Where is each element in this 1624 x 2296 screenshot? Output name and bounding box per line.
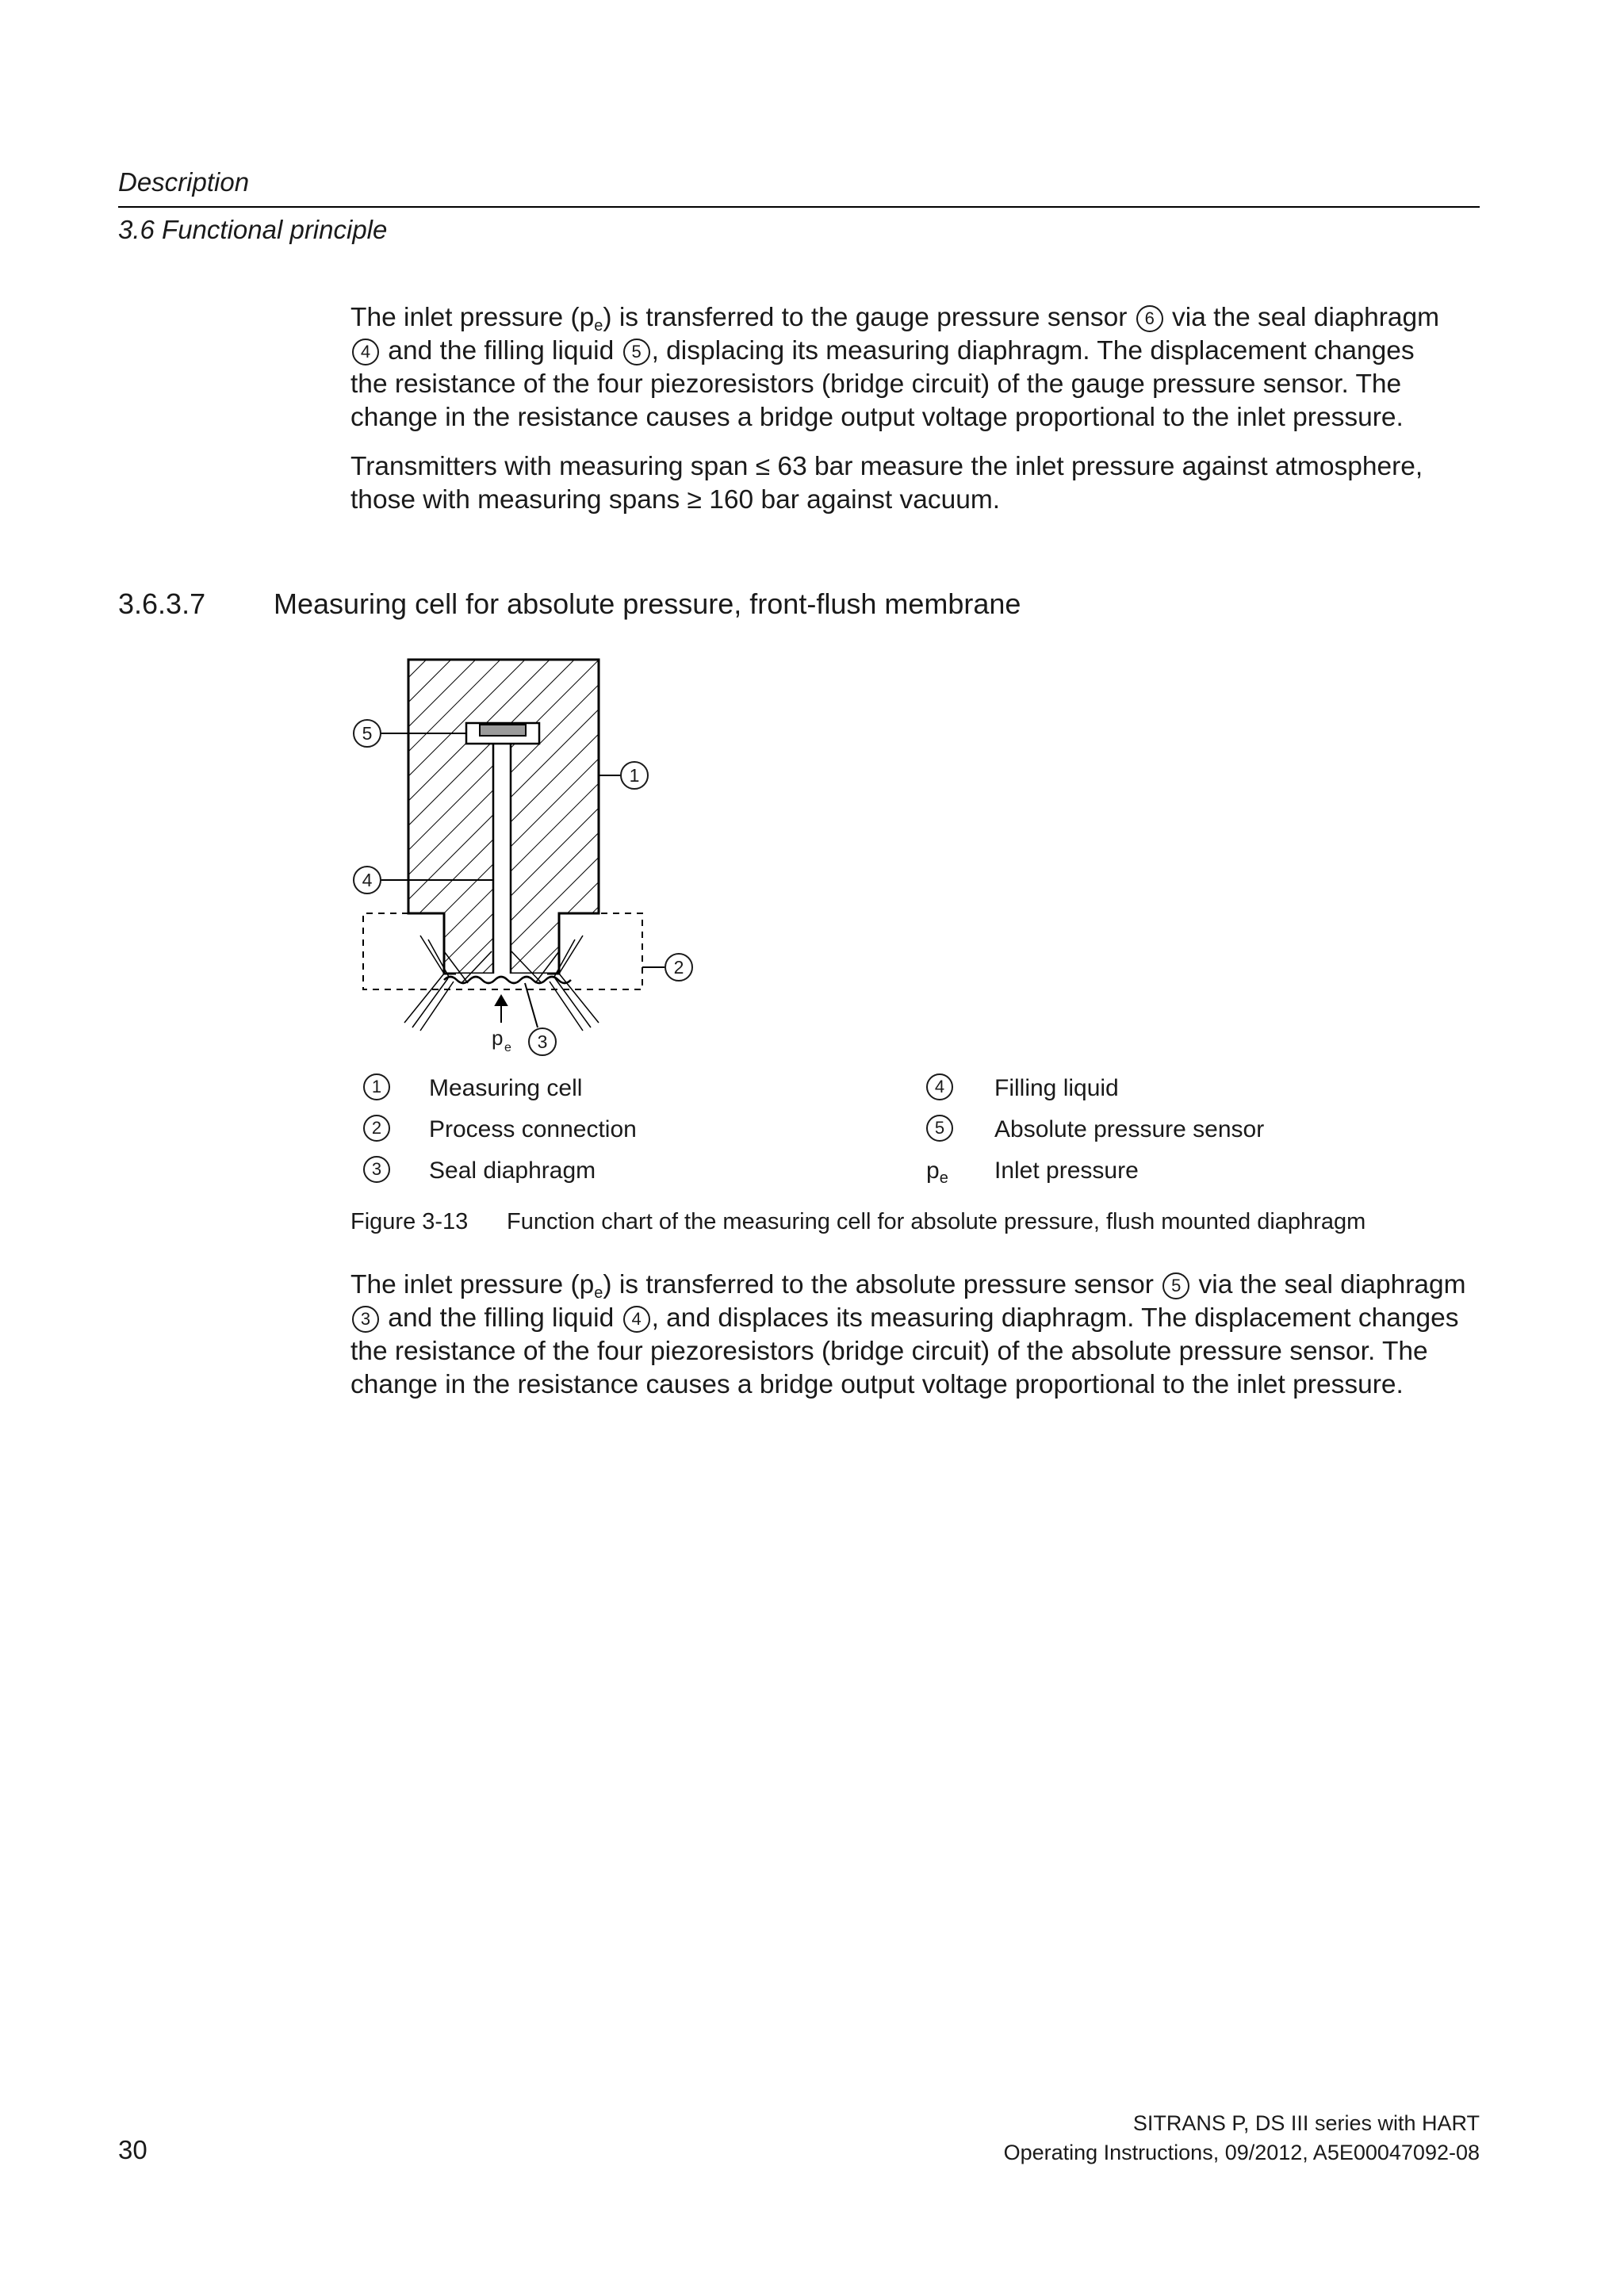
legend-mark-2: 2 xyxy=(363,1115,390,1142)
legend-label-pe: Inlet pressure xyxy=(994,1158,1139,1184)
intro-paragraph-1: The inlet pressure $(p_e)$ is transferred to the gauge pressure sensor 6 via the seal diaphragm 4 and the filling liquid 5 , displacing its measuring diaphragm. The displacement changes the resistance of the four piezoresistors (bridge circuit) of the gauge pressure sensor. The change in the resistance causes a bridge output voltage proportional to the inlet pressure. xyxy=(350,303,1440,432)
footer-product: SITRANS P, DS III series with HART xyxy=(1132,2111,1480,2135)
legend-label-4: Filling liquid xyxy=(994,1075,1119,1101)
svg-text:p: p xyxy=(492,1026,504,1050)
body-paragraph: The inlet pressure $(p_e)$ is transferred to the absolute pressure sensor 5 via the seal diaphragm 3 and the filling liquid 4 , and displaces its measuring diaphragm. The displacement changes the resistance of the four piezoresistors (bridge circuit) of the absolute pressure sensor. The change in the resistance causes a bridge output voltage proportional to the inlet pressure. xyxy=(350,1270,1466,1399)
legend-mark-1: 1 xyxy=(363,1073,390,1100)
header-title: Description xyxy=(118,167,250,197)
legend-label-2: Process connection xyxy=(429,1116,637,1142)
callout-ref-5: 5 xyxy=(1162,1272,1189,1299)
section-number: 3.6.3.7 xyxy=(118,587,206,620)
callout-ref-4: 4 xyxy=(623,1306,650,1333)
measuring-cell-diagram xyxy=(333,642,745,1070)
svg-text:e: e xyxy=(504,1041,511,1054)
callout-ref-6: 6 xyxy=(1136,305,1163,332)
header-subtitle: 3.6 Functional principle xyxy=(118,215,388,244)
section-title: Measuring cell for absolute pressure, front-flush membrane xyxy=(274,587,1021,620)
figure-caption-label: Figure 3-13 xyxy=(350,1209,469,1234)
callout-ref-5: 5 xyxy=(623,339,650,365)
legend-label-3: Seal diaphragm xyxy=(429,1158,596,1184)
callout-4: 4 xyxy=(362,870,373,890)
callout-ref-3: 3 xyxy=(352,1306,379,1333)
header-divider xyxy=(118,206,1480,208)
filling-liquid-channel xyxy=(493,739,511,977)
legend-label-5: Absolute pressure sensor xyxy=(994,1116,1265,1142)
callout-5: 5 xyxy=(362,723,373,744)
callout-2: 2 xyxy=(673,957,684,978)
figure-caption xyxy=(350,1209,1365,1235)
legend-label-1: Measuring cell xyxy=(429,1075,583,1101)
intro-paragraph-2: Transmitters with measuring span ≤ 63 bar measure the inlet pressure against atmosphere, those with measuring spans ≥ 160 bar against vacuum. xyxy=(350,452,1423,515)
absolute-pressure-sensor xyxy=(480,725,526,736)
footer-document: Operating Instructions, 09/2012, A5E00047092-08 xyxy=(1003,2141,1480,2164)
legend-mark-4: 4 xyxy=(926,1073,953,1100)
figure-caption-text: Function chart of the measuring cell for absolute pressure, flush mounted diaphragm xyxy=(507,1209,1366,1234)
callout-3: 3 xyxy=(537,1031,548,1052)
legend-mark-3: 3 xyxy=(363,1156,390,1183)
pe-label xyxy=(492,1026,511,1054)
legend-mark-pe: $p_e$ xyxy=(926,1158,948,1187)
legend-mark-5: 5 xyxy=(926,1115,953,1142)
page-number: 30 xyxy=(118,2135,147,2164)
callout-1: 1 xyxy=(629,765,640,786)
callout-ref-4: 4 xyxy=(352,339,379,365)
